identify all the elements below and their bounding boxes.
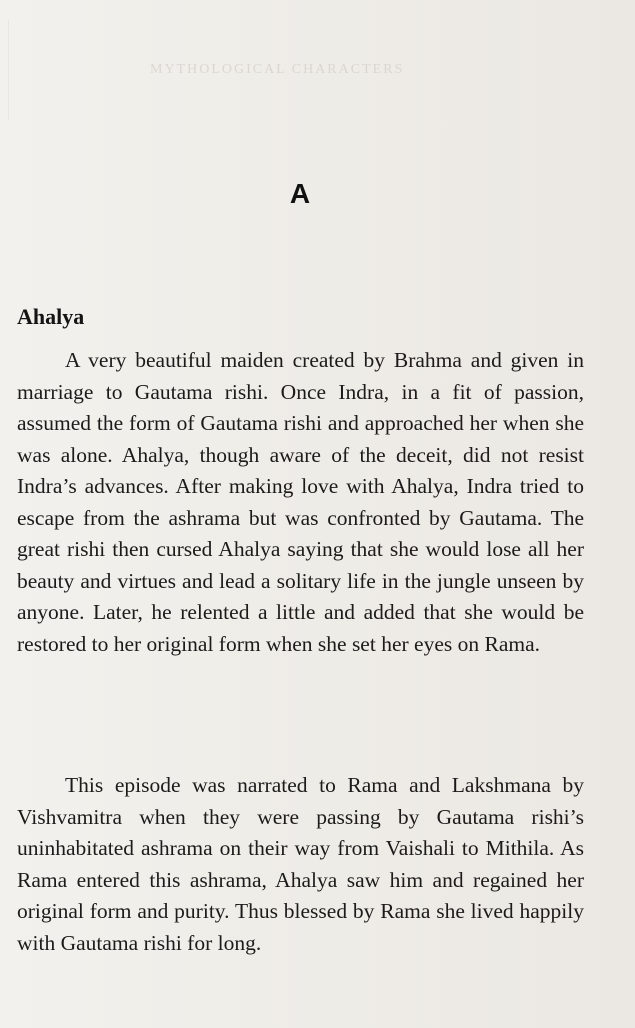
page-edge-shadow bbox=[0, 20, 9, 120]
section-letter-heading: A bbox=[289, 178, 311, 209]
entry-paragraph-2: This episode was narrated to Rama and Lakshmana by Vishvamitra when they were passing by Gautama rishi’s uninhabitated ashrama on their way from Vaishali to Mithila. As Rama entered this ashrama, Ahalya saw him and regained her original form and purity. Thus blessed by Rama she lived happily with Gautama rishi for long. bbox=[17, 773, 584, 955]
entry-paragraph-1: A very beautiful maiden created by Brahma and given in marriage to Gautama rishi. Once Indra, in a fit of passion, assumed the form of Gautama rishi and approached her when she was alone. Ahalya, though aware of the deceit, did not resist Indra’s advances. After making love with Ahalya, Indra tried to escape from the ashrama but was confronted by Gautama. The great rishi then cursed Ahalya saying that she would lose all her beauty and virtues and lead a solitary life in the jungle unseen by anyone. Later, he relented a little and added that she would be restored to her original form when she set her eyes on Rama. bbox=[17, 348, 584, 656]
show-through-running-header: MYTHOLOGICAL CHARACTERS bbox=[150, 62, 405, 77]
entry-title: Ahalya bbox=[17, 304, 85, 329]
